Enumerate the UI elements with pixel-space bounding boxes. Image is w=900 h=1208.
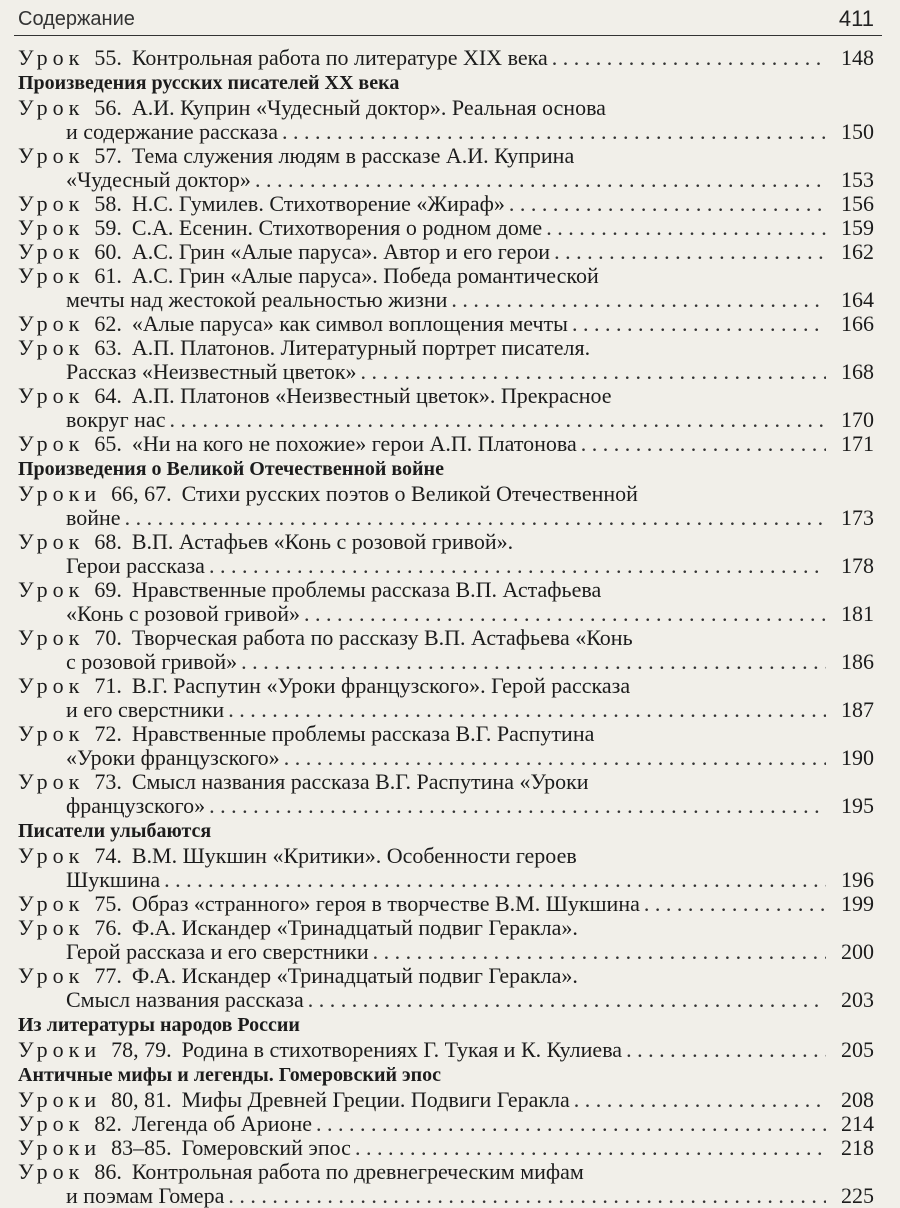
toc-entry[interactable]	[18, 432, 874, 456]
lesson-title-text: Мифы Древней Греции. Подвиги Геракла	[181, 1087, 570, 1112]
lesson-prefix: Урок	[18, 891, 85, 916]
lesson-prefix: Уроки	[18, 1037, 102, 1062]
lesson-number: 68.	[94, 529, 122, 554]
lesson-number: 57.	[94, 143, 122, 168]
toc-entry[interactable]	[18, 1160, 874, 1208]
page-ref: 205	[841, 1037, 874, 1062]
lesson-prefix: Уроки	[18, 481, 102, 506]
dot-leader	[228, 698, 826, 722]
entry-line	[18, 650, 874, 674]
page-ref: 208	[841, 1087, 874, 1112]
entry-line	[18, 1160, 874, 1184]
lesson-title-text: Рассказ «Неизвестный цветок»	[66, 359, 357, 384]
toc-entry[interactable]	[18, 216, 874, 240]
lesson-prefix: Урок	[18, 143, 85, 168]
dot-leader	[282, 120, 826, 144]
page-ref: 170	[841, 407, 874, 432]
dot-leader	[644, 892, 826, 916]
lesson-prefix: Урок	[18, 95, 85, 120]
lesson-number: 69.	[94, 577, 122, 602]
lesson-prefix: Урок	[18, 721, 85, 746]
toc-entry[interactable]	[18, 336, 874, 384]
entry-line	[18, 408, 874, 432]
entry-line	[18, 482, 874, 506]
lesson-number: 63.	[94, 335, 122, 360]
dot-leader	[241, 650, 826, 674]
dot-leader	[554, 240, 826, 264]
toc-entry[interactable]	[18, 144, 874, 192]
dot-leader	[546, 216, 826, 240]
dot-leader	[626, 1038, 826, 1062]
page-ref: 186	[841, 649, 874, 674]
lesson-title-text: Гомеровский эпос	[181, 1135, 351, 1160]
lesson-number: 73.	[94, 769, 122, 794]
lesson-number: 86.	[94, 1159, 122, 1184]
page-ref: 214	[841, 1111, 874, 1136]
page-ref: 196	[841, 867, 874, 892]
entry-line	[18, 432, 874, 456]
entry-line	[18, 746, 874, 770]
toc-entry[interactable]	[18, 482, 874, 530]
entry-line	[18, 240, 874, 264]
section-heading: Античные мифы и легенды. Гомеровский эпос	[18, 1064, 442, 1086]
page-ref: 195	[841, 793, 874, 818]
lesson-number: 75.	[94, 891, 122, 916]
entry-line	[18, 384, 874, 408]
lesson-prefix: Урок	[18, 191, 85, 216]
entry-line	[18, 964, 874, 988]
toc-entry[interactable]	[18, 770, 874, 818]
lesson-title-text: Нравственные проблемы рассказа В.П. Астафьева	[131, 577, 602, 602]
lesson-title-text: Контрольная работа по древнегреческим мифам	[131, 1159, 584, 1184]
entry-line	[18, 46, 874, 70]
lesson-title-text: Н.С. Гумилев. Стихотворение «Жираф»	[131, 191, 505, 216]
dot-leader	[574, 1088, 826, 1112]
dot-leader	[209, 554, 826, 578]
lesson-prefix: Уроки	[18, 1087, 102, 1112]
lesson-title-text: Родина в стихотворениях Г. Тукая и К. Кулиева	[181, 1037, 623, 1062]
lesson-number: 72.	[94, 721, 122, 746]
dot-leader	[169, 408, 826, 432]
page-ref: 150	[841, 119, 874, 144]
entry-line	[18, 988, 874, 1012]
entry-line	[18, 1112, 874, 1136]
page-ref: 159	[841, 215, 874, 240]
lesson-prefix: Урок	[18, 577, 85, 602]
entry-line	[18, 674, 874, 698]
entry-line	[18, 1184, 874, 1208]
dot-leader	[164, 868, 826, 892]
lesson-title-text: А.С. Грин «Алые паруса». Автор и его герои	[131, 239, 551, 264]
toc-entry[interactable]	[18, 96, 874, 144]
page-ref: 166	[841, 311, 874, 336]
lesson-title-text: «Ни на кого не похожие» герои А.П. Платонова	[131, 431, 577, 456]
lesson-title-text: войне	[66, 505, 121, 530]
page-ref: 162	[841, 239, 874, 264]
entry-line	[18, 578, 874, 602]
lesson-number: 80, 81.	[111, 1087, 172, 1112]
page-ref: 156	[841, 191, 874, 216]
toc-entry[interactable]	[18, 192, 874, 216]
lesson-title-text: С.А. Есенин. Стихотворения о родном доме	[131, 215, 543, 240]
lesson-prefix: Урок	[18, 1159, 85, 1184]
lesson-number: 64.	[94, 383, 122, 408]
dot-leader	[451, 288, 826, 312]
entry-line	[18, 144, 874, 168]
lesson-prefix: Урок	[18, 383, 85, 408]
entry-line	[18, 698, 874, 722]
toc-entry[interactable]	[18, 844, 874, 892]
toc-entry[interactable]	[18, 626, 874, 674]
page-ref: 153	[841, 167, 874, 192]
dot-leader	[284, 746, 826, 770]
toc-entry[interactable]	[18, 1038, 874, 1062]
page-ref: 181	[841, 601, 874, 626]
lesson-title-text: Нравственные проблемы рассказа В.Г. Распутина	[131, 721, 595, 746]
dot-leader	[304, 602, 826, 626]
entry-line	[18, 868, 874, 892]
lesson-number: 60.	[94, 239, 122, 264]
lesson-title-text: Герои рассказа	[66, 553, 205, 578]
lesson-number: 58.	[94, 191, 122, 216]
entry-line	[18, 916, 874, 940]
lesson-number: 78, 79.	[111, 1037, 172, 1062]
entry-line	[18, 602, 874, 626]
lesson-title-text: и содержание рассказа	[66, 119, 279, 144]
entry-line	[18, 120, 874, 144]
entry-line	[18, 288, 874, 312]
lesson-title-text: Ф.А. Искандер «Тринадцатый подвиг Геракла».	[131, 915, 578, 940]
entry-line	[18, 626, 874, 650]
lesson-prefix: Урок	[18, 45, 85, 70]
lesson-number: 65.	[94, 431, 122, 456]
lesson-title-text: А.П. Платонов. Литературный портрет писателя.	[131, 335, 591, 360]
lesson-title-text: В.М. Шукшин «Критики». Особенности героев	[131, 843, 577, 868]
lesson-number: 71.	[94, 673, 122, 698]
lesson-title-text: и поэмам Гомера	[66, 1183, 225, 1208]
lesson-title-text: мечты над жестокой реальностью жизни	[66, 287, 448, 312]
lesson-prefix: Урок	[18, 529, 85, 554]
lesson-title-text: Стихи русских поэтов о Великой Отечественной	[181, 481, 638, 506]
entry-line	[18, 506, 874, 530]
dot-leader	[308, 988, 826, 1012]
toc-entry[interactable]	[18, 964, 874, 1012]
toc-entry[interactable]	[18, 264, 874, 312]
lesson-title-text: А.П. Платонов «Неизвестный цветок». Прекрасное	[131, 383, 612, 408]
lesson-prefix: Урок	[18, 311, 85, 336]
lesson-title-text: Герой рассказа и его сверстники	[66, 939, 369, 964]
toc-entry[interactable]	[18, 916, 874, 964]
toc-entry[interactable]	[18, 722, 874, 770]
toc-entry[interactable]	[18, 1088, 874, 1112]
lesson-prefix: Урок	[18, 843, 85, 868]
lesson-prefix: Урок	[18, 625, 85, 650]
entry-line	[18, 892, 874, 916]
page-ref: 168	[841, 359, 874, 384]
lesson-number: 66, 67.	[111, 481, 172, 506]
toc-entry[interactable]	[18, 674, 874, 722]
toc-entry[interactable]	[18, 892, 874, 916]
entry-line	[18, 530, 874, 554]
lesson-title-text: Шукшина	[66, 867, 161, 892]
section-heading: Писатели улыбаются	[18, 820, 212, 842]
lesson-title-text: вокруг нас	[66, 407, 166, 432]
toc-entry[interactable]	[18, 530, 874, 578]
lesson-title-text: Смысл названия рассказа В.Г. Распутина «Уроки	[131, 769, 589, 794]
lesson-title-text: Образ «странного» героя в творчестве В.М. Шукшина	[131, 891, 640, 916]
entry-line	[18, 1088, 874, 1112]
lesson-title-text: «Уроки французского»	[66, 745, 280, 770]
lesson-number: 83–85.	[111, 1135, 172, 1160]
lesson-title-text: «Чудесный доктор»	[66, 167, 251, 192]
lesson-prefix: Урок	[18, 239, 85, 264]
page-number: 411	[838, 6, 874, 31]
lesson-title-text: и его сверстники	[66, 697, 225, 722]
lesson-number: 77.	[94, 963, 122, 988]
lesson-prefix: Урок	[18, 263, 85, 288]
page-ref: 218	[841, 1135, 874, 1160]
lesson-number: 70.	[94, 625, 122, 650]
lesson-number: 62.	[94, 311, 122, 336]
entry-line	[18, 360, 874, 384]
page-ref: 199	[841, 891, 874, 916]
lesson-title-text: А.С. Грин «Алые паруса». Победа романтической	[131, 263, 599, 288]
page-ref: 164	[841, 287, 874, 312]
toc-entry[interactable]	[18, 46, 874, 70]
page-ref: 171	[841, 431, 874, 456]
lesson-title-text: «Конь с розовой гривой»	[66, 601, 301, 626]
lesson-title-text: Контрольная работа по литературе XIX века	[131, 45, 548, 70]
entry-line	[18, 168, 874, 192]
table-of-contents	[18, 46, 874, 1208]
section-heading: Произведения о Великой Отечественной войне	[18, 458, 444, 480]
page-ref: 148	[841, 45, 874, 70]
toc-entry[interactable]	[18, 578, 874, 626]
lesson-number: 61.	[94, 263, 122, 288]
dot-leader	[552, 46, 826, 70]
entry-line	[18, 192, 874, 216]
lesson-title-text: французского»	[66, 793, 206, 818]
entry-line	[18, 1136, 874, 1160]
lesson-title-text: В.П. Астафьев «Конь с розовой гривой».	[131, 529, 514, 554]
entry-line	[18, 940, 874, 964]
page-ref: 203	[841, 987, 874, 1012]
section-heading: Произведения русских писателей XX века	[18, 72, 400, 94]
entry-line	[18, 312, 874, 336]
lesson-number: 55.	[94, 45, 122, 70]
page-ref: 190	[841, 745, 874, 770]
entry-line	[18, 1038, 874, 1062]
lesson-prefix: Урок	[18, 431, 85, 456]
lesson-title-text: Смысл названия рассказа	[66, 987, 304, 1012]
toc-entry[interactable]	[18, 384, 874, 432]
toc-entry[interactable]	[18, 1136, 874, 1160]
entry-line	[18, 770, 874, 794]
page-ref: 187	[841, 697, 874, 722]
toc-entry[interactable]	[18, 312, 874, 336]
lesson-number: 59.	[94, 215, 122, 240]
section-heading: Из литературы народов России	[18, 1014, 300, 1036]
dot-leader	[228, 1184, 826, 1208]
dot-leader	[581, 432, 826, 456]
page-ref: 173	[841, 505, 874, 530]
entry-line	[18, 216, 874, 240]
lesson-prefix: Урок	[18, 769, 85, 794]
entry-line	[18, 794, 874, 818]
lesson-title-text: с розовой гривой»	[66, 649, 238, 674]
lesson-title-text: Ф.А. Искандер «Тринадцатый подвиг Геракла».	[131, 963, 578, 988]
lesson-title-text: «Алые паруса» как символ воплощения мечты	[131, 311, 568, 336]
page-ref: 178	[841, 553, 874, 578]
entry-line	[18, 722, 874, 746]
lesson-prefix: Урок	[18, 963, 85, 988]
toc-entry[interactable]	[18, 1112, 874, 1136]
lesson-number: 76.	[94, 915, 122, 940]
lesson-number: 82.	[94, 1111, 122, 1136]
dot-leader	[125, 506, 826, 530]
lesson-prefix: Урок	[18, 335, 85, 360]
lesson-title-text: Тема служения людям в рассказе А.И. Куприна	[131, 143, 575, 168]
entry-line	[18, 554, 874, 578]
page-ref: 225	[841, 1183, 874, 1208]
dot-leader	[373, 940, 826, 964]
lesson-prefix: Урок	[18, 673, 85, 698]
running-head-title: Содержание	[18, 8, 135, 30]
dot-leader	[209, 794, 826, 818]
dot-leader	[355, 1136, 826, 1160]
entry-line	[18, 96, 874, 120]
entry-line	[18, 336, 874, 360]
toc-entry[interactable]	[18, 240, 874, 264]
lesson-prefix: Урок	[18, 1111, 85, 1136]
lesson-prefix: Урок	[18, 215, 85, 240]
lesson-title-text: А.И. Куприн «Чудесный доктор». Реальная основа	[131, 95, 606, 120]
page-header	[0, 0, 900, 34]
dot-leader	[572, 312, 826, 336]
lesson-prefix: Урок	[18, 915, 85, 940]
lesson-title-text: Легенда об Арионе	[131, 1111, 313, 1136]
page-ref: 200	[841, 939, 874, 964]
lesson-title-text: Творческая работа по рассказу В.П. Астафьева «Конь	[131, 625, 633, 650]
lesson-title-text: В.Г. Распутин «Уроки французского». Герой рассказа	[131, 673, 631, 698]
lesson-number: 56.	[94, 95, 122, 120]
dot-leader	[255, 168, 826, 192]
dot-leader	[509, 192, 826, 216]
entry-line	[18, 264, 874, 288]
dot-leader	[316, 1112, 826, 1136]
lesson-prefix: Уроки	[18, 1135, 102, 1160]
dot-leader	[361, 360, 826, 384]
entry-line	[18, 844, 874, 868]
header-divider	[14, 35, 882, 36]
lesson-number: 74.	[94, 843, 122, 868]
